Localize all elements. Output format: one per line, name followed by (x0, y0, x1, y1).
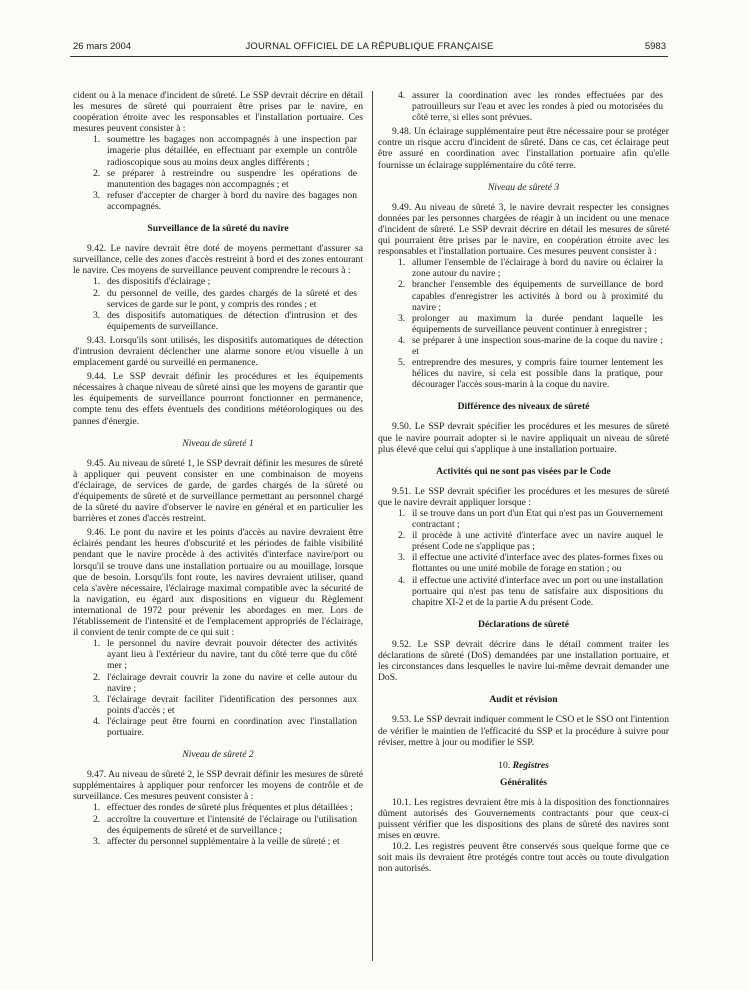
list-item: 2. l'éclairage devrait couvrir la zone du navire et celle autour du navire ; (93, 671, 357, 694)
list-item: 1. il se trouve dans un port d'un Etat qui n'est pas un Gouvernement contractant ; (398, 508, 663, 531)
column-divider (372, 91, 373, 961)
subsection-heading: Niveau de sûreté 3 (487, 181, 560, 193)
list-item: 2. il procède à une activité d'interface avec un navire auquel le présent Code ne s'applique pas ; (398, 530, 663, 553)
list-item: 3. des dispositifs automatiques de détection d'intrusion et des équipements de surveillance. (93, 309, 357, 332)
section-heading: Audit et révision (489, 694, 558, 706)
section-heading: Différence des niveaux de sûreté (457, 401, 590, 413)
page-number: 5983 (644, 41, 666, 52)
paragraph-9-46: 9.46. Le pont du navire et les points d'accès au navire devraient être éclairés pendant les heures d'obscurité et les périodes de faible visibilité pendant que le navire procède à des activités d'interface navire/port ou lorsqu'il se trouve dans une installation portuaire ou au mouillage, lorsque que de besoin. Lorsqu'ils font route, les navires devraient utiliser, quand cela s'avère nécessaire, l'éclairage maximal compatible avec la sécurité de la navigation, eu égard aux dispositions en vigueur du Règlement international de 1972 pour prévenir les abordages en mer. Lors de l'établissement de l'intensité et de l'emplacement appropriés de l'éclairage, il convient de tenir compte de ce qui suit : (73, 527, 363, 639)
level2-measures-list (73, 802, 363, 846)
chapter-number: 10. (498, 759, 511, 771)
section-heading: Surveillance de la sûreté du navire (147, 223, 289, 235)
list-item: 1. le personnel du navire devrait pouvoir détecter des activités ayant lieu à l'extérieur du navire, tant du côté terre que du côté mer ; (93, 638, 357, 672)
list-item: 1. des dispositifs d'éclairage ; (93, 276, 211, 288)
non-code-activities-list (378, 508, 669, 608)
list-item: 1. allumer l'ensemble de l'éclairage à bord du navire ou éclairer la zone autour du navire ; (398, 257, 663, 280)
paragraph-9-51: 9.51. Le SSP devrait spécifier les procédures et les mesures de sûreté que le navire devrait appliquer lorsque : (378, 485, 669, 508)
paragraph-9-50: 9.50. Le SSP devrait spécifier les procédures et les mesures de sûreté que le navire pourrait adopter si le navire appliquait un niveau de sûreté plus élevé que celui qui s'applique à une installation portuaire. (378, 421, 669, 455)
section-heading: Déclarations de sûreté (478, 618, 569, 630)
level3-measures-list (378, 257, 669, 390)
list-item: 3. prolonger au maximum la durée pendant laquelle les équipements de surveillance peuvent continuer à enregistrer ; (398, 312, 663, 335)
list-item: 2. du personnel de veille, des gardes chargés de la sûreté et des services de garde sur le pont, y compris des rondes ; et (93, 287, 357, 310)
chapter-title: Registres (512, 759, 549, 771)
list-item: 4. assurer la coordination avec les rondes effectuées par des patrouilleurs sur l'eau et avec les rondes à pied ou motorisées du côté terre, si elles sont prévues. (398, 90, 663, 124)
list-item: 3. il effectue une activité d'interface avec des plates-formes fixes ou flottantes ou une unité mobile de forage en station ; ou (398, 552, 663, 575)
list-item: 3. refuser d'accepter de charger à bord du navire des bagages non accompagnés. (93, 189, 357, 212)
paragraph-9-42: 9.42. Le navire devrait être doté de moyens permettant d'assurer sa surveillance, celle des zones d'accès restreint à bord et des zones entourant le navire. Ces moyens de surveillance peuvent comprendre le recours à : (73, 243, 363, 277)
paragraph-10-1: 10.1. Les registres devraient être mis à la disposition des fonctionnaires dûment autorisés des Gouvernements contractants pour que ceux-ci puissent vérifier que les dispositions des plans de sûreté des navires sont mises en œuvre. (378, 796, 669, 842)
list-item: 1. soumettre les bagages non accompagnés à une inspection par imagerie plus détaillée, en effectuant par exemple un contrôle radioscopique sous au moins deux angles différents ; (93, 134, 357, 168)
right-column (378, 90, 669, 875)
paragraph-9-47: 9.47. Au niveau de sûreté 2, le SSP devrait définir les mesures de sûreté supplémentaires à appliquer pour renforcer les moyens de contrôle et de surveillance. Ces mesures peuvent consister à : (73, 769, 363, 803)
chapter-heading (378, 760, 669, 771)
left-column (73, 90, 363, 847)
surveillance-list (73, 276, 363, 331)
issue-date: 26 mars 2004 (73, 41, 132, 52)
section-heading: Généralités (500, 776, 547, 788)
list-item: 5. entreprendre des mesures, y compris faire tourner lentement les hélices du navire, si cela est possible dans la pratique, pour décourager l'accès sous-marin à la coque du navire. (398, 357, 663, 391)
paragraph-9-52: 9.52. Le SSP devrait décrire dans le détail comment traiter les déclarations de sûreté (DoS) demandées par une installation portuaire, et les circonstances dans lesquelles le navire lui-même devrait demander une DoS. (378, 638, 669, 684)
list-item: 4. se préparer à une inspection sous-marine de la coque du navire ; et (398, 334, 663, 357)
list-item: 2. accroître la couverture et l'intensité de l'éclairage ou l'utilisation des équipements de sûreté et de surveillance ; (93, 813, 357, 836)
paragraph-9-53: 9.53. Le SSP devrait indiquer comment le CSO et le SSO ont l'intention de vérifier le maintien de l'efficacité du SSP et la procédure à suivre pour réviser, mettre à jour ou modifier le SSP. (378, 714, 669, 748)
lighting-list (73, 638, 363, 738)
list-item: 4. l'éclairage peut être fourni en coordination avec l'installation portuaire. (93, 715, 357, 738)
subsection-heading: Niveau de sûreté 2 (182, 749, 254, 761)
paragraph-9-49: 9.49. Au niveau de sûreté 3, le navire devrait respecter les consignes données par les personnes chargées de réagir à un incident ou une menace d'incident de sûreté. Le SSP devrait décrire en détail les mesures de sûreté qui pourraient être prises par le navire, en coopération étroite avec les responsables et l'installation portuaire. Ces mesures peuvent consister à : (378, 201, 669, 258)
list-item: 2. se préparer à restreindre ou suspendre les opérations de manutention des bagages non accompagnés ; et (93, 167, 357, 190)
list-item: 4. il effectue une activité d'interface avec un port ou une installation portuaire qui n'est pas tenu de satisfaire aux dispositions du chapitre XI-2 et de la partie A du présent Code. (398, 574, 663, 608)
paragraph-9-44: 9.44. Le SSP devrait définir les procédures et les équipements nécessaires à chaque niveau de sûreté ainsi que les moyens de garantir que les équipements de surveillance pourront fonctionner en permanence, compte tenu des effets éventuels des conditions météorologiques ou des pannes d'énergie. (73, 371, 363, 427)
section-heading: Activités qui ne sont pas visées par le Code (436, 465, 611, 477)
list-item: 3. affecter du personnel supplémentaire à la veille de sûreté ; et (93, 835, 340, 847)
journal-title: JOURNAL OFFICIEL DE LA RÉPUBLIQUE FRANÇAISE (245, 41, 494, 52)
paragraph: cident ou à la menace d'incident de sûreté. Le SSP devrait décrire en détail les mesures de sûreté qui pourraient être prises par le navire, en coopération étroite avec les responsables et l'installation portuaire. Ces mesures peuvent consister à : (73, 90, 363, 135)
measures-list (73, 134, 363, 212)
paragraph-9-43: 9.43. Lorsqu'ils sont utilisés, les dispositifs automatiques de détection d'intrusion devraient déclencher une alarme sonore et/ou visuelle à un emplacement gardé ou surveillé en permanence. (73, 334, 363, 369)
paragraph-9-48: 9.48. Un éclairage supplémentaire peut être nécessaire pour se protéger contre un risque accru d'incident de sûreté. Dans ce cas, cet éclairage peut être assuré en coordination avec l'installation portuaire afin qu'elle fournisse un éclairage supplémentaire du côté terre. (378, 126, 669, 171)
paragraph-9-45: 9.45. Au niveau de sûreté 1, le SSP devrait définir les mesures de sûreté à appliquer qui peuvent consister en une combinaison de moyens d'éclairage, de services de garde, de gardes chargés de la sûreté ou d'équipements de sûreté et de surveillance permettant au personnel chargé de la sûreté du navire d'observer le navire en général et en particulier les barrières et zones d'accès restreint. (73, 457, 363, 525)
subsection-heading: Niveau de sûreté 1 (182, 437, 254, 449)
level2-measures-list-continued (378, 90, 669, 123)
list-item: 1. effectuer des rondes de sûreté plus fréquentes et plus détaillées ; (93, 802, 353, 814)
header-rule (70, 56, 668, 57)
page-header (73, 41, 666, 55)
list-item: 2. brancher l'ensemble des équipements de surveillance de bord capables d'enregistrer les activités à bord ou à proximité du navire ; (398, 279, 663, 313)
list-item: 3. l'éclairage devrait faciliter l'identification des personnes aux points d'accès ; et (93, 693, 357, 716)
paragraph-10-2: 10.2. Les registres peuvent être conservés sous quelque forme que ce soit mais ils devraient être protégés contre tout accès ou toute divulgation non autorisés. (378, 841, 669, 875)
